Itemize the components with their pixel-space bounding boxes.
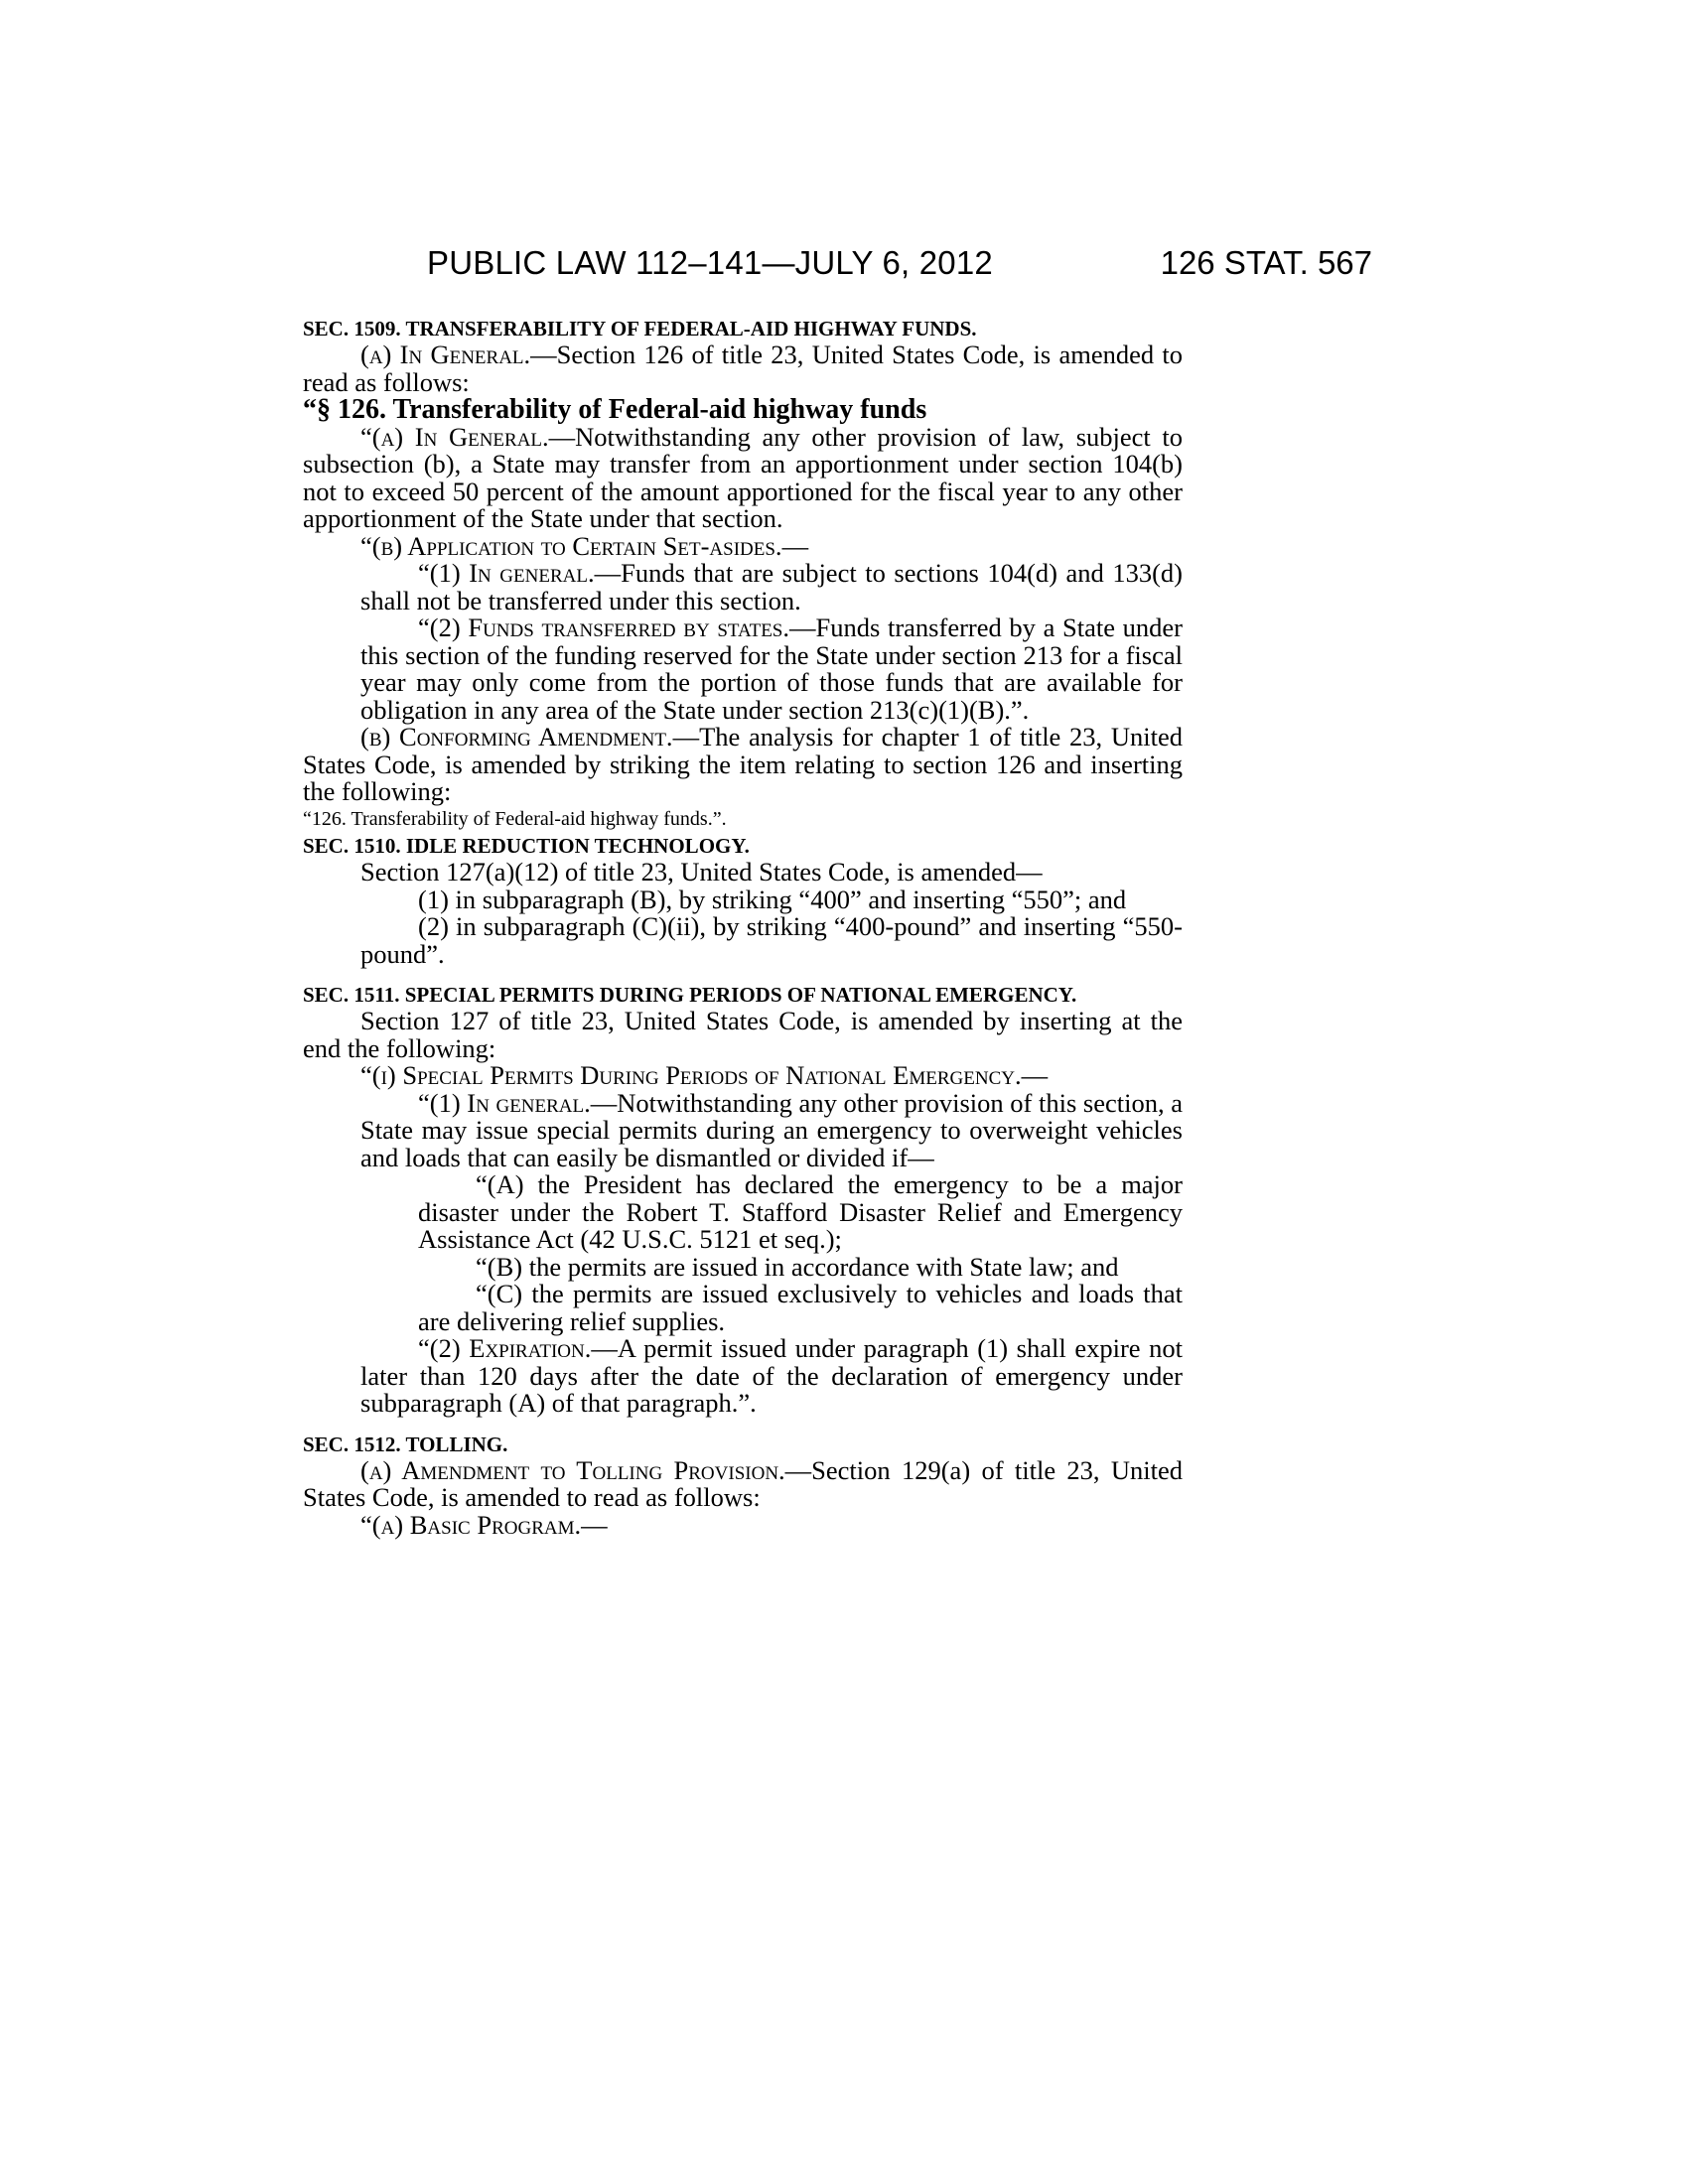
section-heading-1510: SEC. 1510. IDLE REDUCTION TECHNOLOGY. xyxy=(303,834,750,858)
paragraph-text: —Notwithstanding any other provision of law, subject to subsection (b), a State may transfer from an apportionment under section 104(b) not to exceed 50 percent of the amount apportioned for the fiscal year to any other apportionment of the State under that section. xyxy=(303,421,1184,533)
paragraph-text: —Funds that are subject to sections 104(d) and 133(d) shall not be transferred under this section. xyxy=(360,558,1183,615)
paragraph-label: “(i) Special Permits During Periods of National Emergency. xyxy=(360,1060,1022,1090)
paragraph xyxy=(303,614,1183,724)
paragraph-label: “(1) In general. xyxy=(418,558,595,588)
paragraph: Section 127(a)(12) of title 23, United States Code, is amended— xyxy=(360,857,1043,887)
paragraph: “(C) the permits are issued exclusively to vehicles and loads that are delivering relief supplies. xyxy=(418,1279,1183,1336)
paragraph: “(A) the President has declared the emergency to be a major disaster under the Robert T. Stafford Disaster Relief and Emergency Assistance Act (42 U.S.C. 5121 et seq.); xyxy=(418,1169,1183,1254)
section-heading-1511: SEC. 1511. SPECIAL PERMITS DURING PERIODS OF NATIONAL EMERGENCY. xyxy=(303,983,1077,1007)
paragraph xyxy=(303,1062,1183,1090)
analysis-item: “126. Transferability of Federal-aid highway funds.”. xyxy=(303,807,727,830)
paragraph xyxy=(303,1509,1183,1540)
quoted-section-heading: “§ 126. Transferability of Federal-aid highway funds xyxy=(303,394,927,425)
paragraph-label: “(b) Application to Certain Set-asides. xyxy=(360,530,782,561)
paragraph-text: —Funds transferred by a State under this section of the funding reserved for the State under section 213 for a fiscal year may only come from the portion of those funds that are available for obligation in any area of the State under section 213(c)(1)(B).”. xyxy=(360,613,1184,725)
paragraph xyxy=(303,421,1184,533)
paragraph: “(B) the permits are issued in accordance with State law; and xyxy=(476,1251,1119,1282)
paragraph-label: (a) In General. xyxy=(360,340,531,369)
paragraph-text: —A permit issued under paragraph (1) shall expire not later than 120 days after the date of the declaration of emergency under subparagraph (A) of that paragraph.”. xyxy=(360,1333,1183,1418)
paragraph xyxy=(303,724,1183,806)
paragraph-text: —The analysis for chapter 1 of title 23, United States Code, is amended by striking the item relating to section 126 and inserting the following: xyxy=(303,722,1183,806)
paragraph xyxy=(303,530,1183,561)
paragraph-text: —Section 126 of title 23, United States Code, is amended to read as follows: xyxy=(303,340,1183,397)
section-heading-1509: SEC. 1509. TRANSFERABILITY OF FEDERAL-AID HIGHWAY FUNDS. xyxy=(303,317,977,341)
paragraph-label: “(2) Expiration. xyxy=(418,1333,592,1363)
header-stat-page: 126 STAT. 567 xyxy=(1160,244,1372,281)
running-header xyxy=(427,244,1372,288)
paragraph-text: —Notwithstanding any other provision of this section, a State may issue special permits during an emergency to overweight vehicles and loads that can easily be dismantled or divided if— xyxy=(360,1087,1183,1172)
paragraph-text: — xyxy=(781,530,809,561)
header-title: PUBLIC LAW 112–141—JULY 6, 2012 xyxy=(427,244,993,281)
paragraph-text: — xyxy=(1021,1060,1049,1090)
section-heading-1512: SEC. 1512. TOLLING. xyxy=(303,1432,508,1456)
paragraph-label: “(a) In General. xyxy=(360,421,549,452)
paragraph xyxy=(303,1454,1183,1512)
paragraph-text: —Section 129(a) of title 23, United States Code, is amended to read as follows: xyxy=(303,1454,1183,1512)
paragraph-label: (a) Amendment to Tolling Provision. xyxy=(360,1454,785,1485)
document-body xyxy=(303,316,1183,1539)
paragraph: (1) in subparagraph (B), by striking “400” and inserting “550”; and xyxy=(418,884,1127,914)
paragraph-label: (b) Conforming Amendment. xyxy=(360,722,673,751)
paragraph xyxy=(303,1087,1183,1172)
paragraph: (2) in subparagraph (C)(ii), by striking “400-pound” and inserting “550-pound”. xyxy=(360,911,1183,969)
paragraph-label: “(1) In general. xyxy=(418,1087,591,1118)
paragraph xyxy=(303,560,1183,614)
paragraph-label: “(a) Basic Program. xyxy=(360,1509,582,1540)
paragraph xyxy=(303,341,1183,396)
paragraph-label: “(2) Funds transferred by states. xyxy=(418,613,790,642)
paragraph xyxy=(303,1335,1183,1418)
paragraph: Section 127 of title 23, United States Code, is amended by inserting at the end the following: xyxy=(303,1006,1183,1063)
paragraph-text: — xyxy=(581,1509,608,1540)
